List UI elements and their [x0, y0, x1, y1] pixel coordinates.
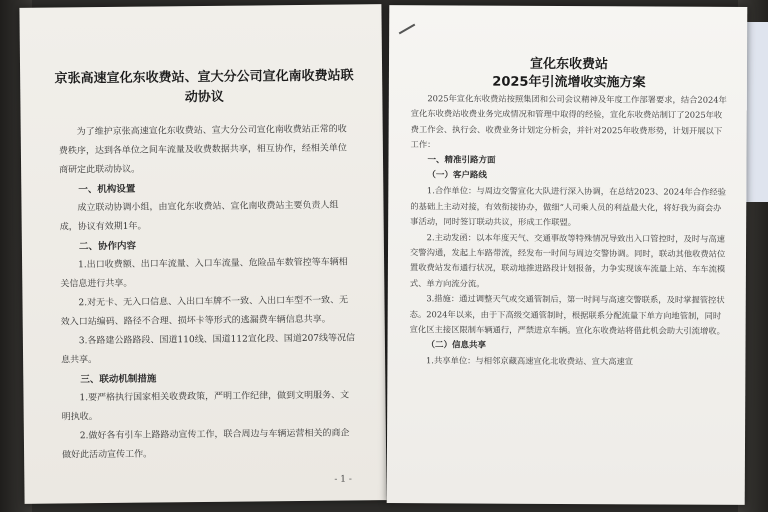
plan-title-line1: 宣化东收费站 [529, 56, 609, 73]
section-heading: 二、协作内容 [78, 240, 136, 253]
plan-title [419, 55, 719, 93]
agreement-intro: 为了维护京张高速宣化东收费站、宣大分公司宣化南收费站正常的收费秩序，达到各单位之间车流量及收费数据共享，相互协作，经相关单位商研定此联动协议。 [58, 124, 347, 176]
plan-page [387, 5, 748, 505]
paragraph: 2025年宣化东收费站按照集团和公司会议精神及年度工作部署要求，结合2024年宣化东收费站收费业务完成情况和管理中取得的经验，宣化东收费站制订了2025年收费工作会、执行会、收费业务计划定分析会，并针对2025年收费形势，计划开展以下工作： [410, 93, 727, 150]
subsection-heading: （一）客户路线 [427, 170, 487, 181]
list-item: 3.措施：通过调整天气或交通管制后，第一时间与高速交警联系，及时掌握管控状态。2024年以来，由于下高级交通管制时，根据联系分配流量下单方向地管制，同时宣化区主接区限制车辆通行，严禁进京车辆。宣化东收费站将借此机会助大引流增收。 [409, 293, 725, 336]
agreement-title: 京张高速宣化东收费站、宣大分公司宣化南收费站联动协议 [54, 68, 354, 106]
section-heading: 一、机构设置 [78, 183, 136, 196]
list-item: 2.主动发函：以本年度天气、交通事故等特殊情况导致出入口管控时，及时与高速交警沟通，发起上车路带流，经发布一时间与周边交警协调。同时，联动其他收费站位置收费站发布通行状况，联动地推进路段计划报备，力争实现该车流量上站、车车流模式、单方向流分流。 [409, 231, 726, 289]
subsection-heading: （二）信息共享 [426, 339, 487, 351]
paragraph: 成立联动协调小组，由宣化东收费站、宣化南收费站主要负责人组成，协议有效期1年。 [59, 200, 339, 233]
list-item: 3.各路建公路路段、国道110线、国道112宣化段、国道207线等况信息共享。 [61, 333, 356, 366]
section-heading: 三、联动机制措施 [80, 373, 157, 386]
page-number: - 1 - [334, 474, 352, 485]
list-item: 2.做好各有引车上路路动宣传工作，联合周边与车辆运营相关的商企做好此活动宣传工作。 [62, 428, 350, 461]
list-item: 1.合作单位：与周边交警宣化大队进行深入协调，在总结2023、2024年合作经验的基础上主动对接，有效衔接协办，做细“人司乘人员的利益最大化，将好我为商会办事活动，同时签订联动共议，形成工作联盟。 [410, 185, 727, 228]
list-item: 1.出口收费额、出口车流量、入口车流量、危险品车数管控等车辆相关信息进行共享。 [60, 257, 348, 290]
section-heading: 一、精准引路方面 [427, 154, 496, 166]
plan-title-line2: 2025年引流增收实施方案 [492, 74, 646, 91]
agreement-body [59, 120, 359, 465]
list-item: 2.对无卡、无入口信息、入出口车牌不一致、入出口车型不一致、无效入口站编码、路径不合理、损坏卡等形式的逃漏费车辆信息共享。 [60, 295, 349, 328]
plan-body [409, 91, 728, 370]
list-item: 1.共享单位：与相邻京藏高速宣化北收费站、宣大高速宣 [426, 355, 634, 367]
agreement-page [19, 4, 386, 504]
list-item: 1.要严格执行国家相关收费政策，严明工作纪律，做到文明服务、文明执收。 [61, 390, 350, 423]
